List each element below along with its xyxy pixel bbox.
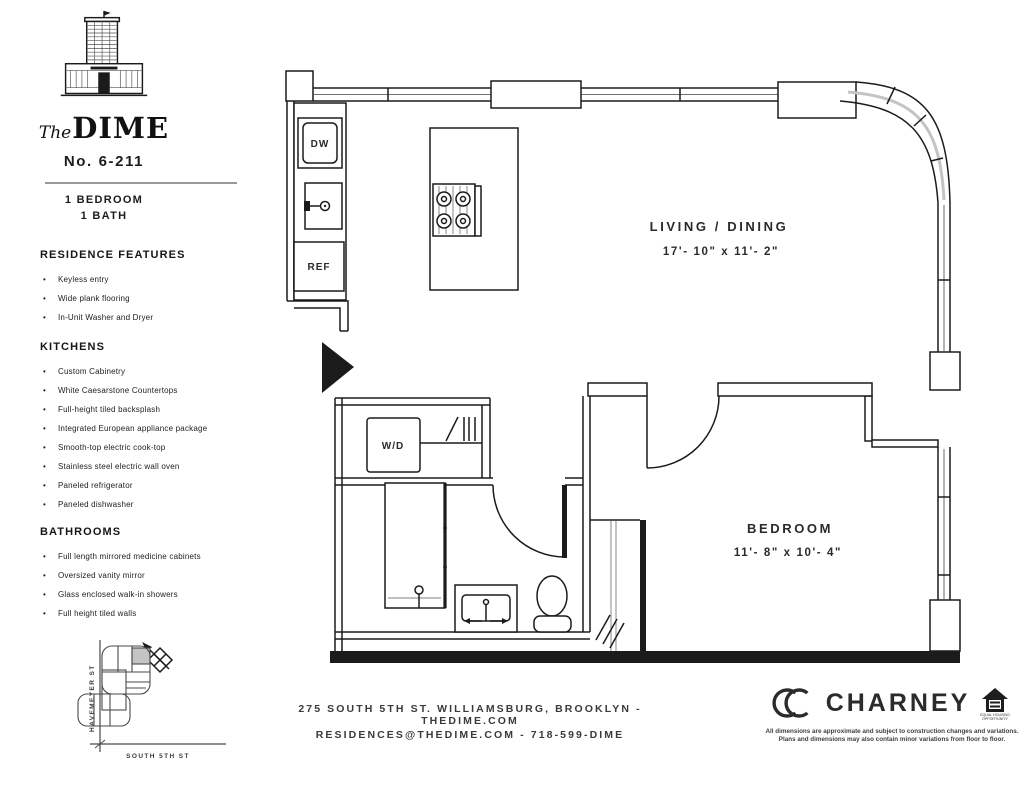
closet-hatching [596, 615, 624, 648]
washer-dryer-label: W/D [381, 441, 405, 452]
footer-contact: RESIDENCES@THEDIME.COM - 718-599-DIME [315, 729, 625, 741]
bottom-wall [330, 651, 960, 663]
list-item: • Paneled refrigerator [40, 476, 260, 495]
shower [385, 483, 447, 608]
vanity-sink [455, 585, 517, 632]
list-item: • Full height tiled walls [40, 604, 260, 623]
list-item: • Paneled dishwasher [40, 495, 260, 514]
sidebar-divider [45, 182, 237, 184]
feature-list [40, 270, 260, 327]
disclaimer [762, 728, 1022, 744]
refrigerator [294, 242, 344, 291]
keyplan-street-horizontal: SOUTH 5TH ST [126, 753, 190, 760]
section-title: BATHROOMS [40, 526, 122, 538]
unit-type-bedroom: 1 BEDROOM [64, 194, 144, 206]
section-bathrooms [40, 526, 260, 623]
bathroom-list [40, 547, 260, 623]
bedroom-door-swing [647, 396, 719, 468]
equal-housing-icon [978, 685, 1012, 721]
list-item: • Wide plank flooring [40, 289, 260, 308]
keyplan-highlighted-unit [132, 648, 150, 664]
cooktop-icon [433, 184, 481, 236]
list-item: • Full length mirrored medicine cabinets [40, 547, 260, 566]
living-room-dims: 17'- 10" x 11'- 2" [662, 246, 780, 258]
unit-number: No. 6-211 [63, 153, 145, 170]
disclaimer-line: Plans and dimensions may also contain minor variations from floor to floor. [778, 736, 1006, 743]
toilet-icon [534, 576, 571, 632]
bedroom-closet [590, 520, 646, 651]
brokerage-block [762, 683, 1022, 744]
footer-address: 275 SOUTH 5TH ST. WILLIAMSBURG, BROOKLYN - THEDIME.COM [298, 703, 642, 727]
wall-pier [930, 600, 960, 651]
entry-arrow-icon [322, 342, 354, 393]
bedroom-label: BEDROOM [746, 521, 834, 536]
refrigerator-label: REF [307, 262, 331, 273]
list-item: • Smooth-top electric cook-top [40, 438, 260, 457]
dime-building-illustration [56, 10, 152, 104]
list-item: • Full-height tiled backsplash [40, 400, 260, 419]
kitchen-list [40, 362, 260, 514]
wall-pier [778, 82, 856, 118]
brand-prefix: The [38, 123, 72, 143]
shelf-hatching [446, 417, 475, 441]
brokerage-name: CHARNEY [825, 688, 971, 717]
bathroom-door-swing [493, 485, 567, 558]
bedroom-dims: 11'- 8" x 10'- 4" [733, 547, 843, 559]
wall-pier [930, 352, 960, 390]
section-title: RESIDENCE FEATURES [40, 249, 186, 261]
kitchen [294, 103, 518, 300]
kitchen-island [430, 128, 518, 290]
section-kitchens [40, 341, 260, 514]
wall-pier [286, 71, 313, 101]
list-item: • Custom Cabinetry [40, 362, 260, 381]
brand-name: DIME [72, 111, 170, 145]
section-residence-features [40, 249, 260, 327]
list-item: • Integrated European appliance package [40, 419, 260, 438]
wall-pier [491, 81, 581, 108]
disclaimer-line: All dimensions are approximate and subject to construction changes and variations. [765, 728, 1019, 735]
dishwasher-label: DW [310, 139, 330, 150]
list-item: • Oversized vanity mirror [40, 566, 260, 585]
dishwasher [298, 118, 342, 168]
equal-housing-caption2: OPPORTUNITY [982, 717, 1009, 721]
keyplan-street-vertical: HAVEMEYER ST [89, 664, 96, 732]
bathroom [335, 478, 590, 639]
floor-plan [278, 55, 978, 665]
brand-block [28, 10, 180, 170]
list-item: • Glass enclosed walk-in showers [40, 585, 260, 604]
unit-type-bath: 1 BATH [80, 210, 128, 222]
living-room-label: LIVING / DINING [649, 219, 789, 234]
charney-cc-logo-icon [772, 683, 818, 723]
unit-type [28, 192, 180, 224]
list-item: • In-Unit Washer and Dryer [40, 308, 260, 327]
list-item: • Keyless entry [40, 270, 260, 289]
keyplan [40, 636, 234, 789]
equal-housing-caption1: EQUAL HOUSING [980, 713, 1011, 717]
list-item: • White Caesarstone Countertops [40, 381, 260, 400]
list-item: • Stainless steel electric wall oven [40, 457, 260, 476]
washer-dryer-closet [335, 398, 490, 478]
interior-walls [583, 383, 872, 632]
section-title: KITCHENS [40, 341, 106, 353]
sink-icon [304, 183, 342, 229]
brand-logotype [28, 111, 180, 145]
